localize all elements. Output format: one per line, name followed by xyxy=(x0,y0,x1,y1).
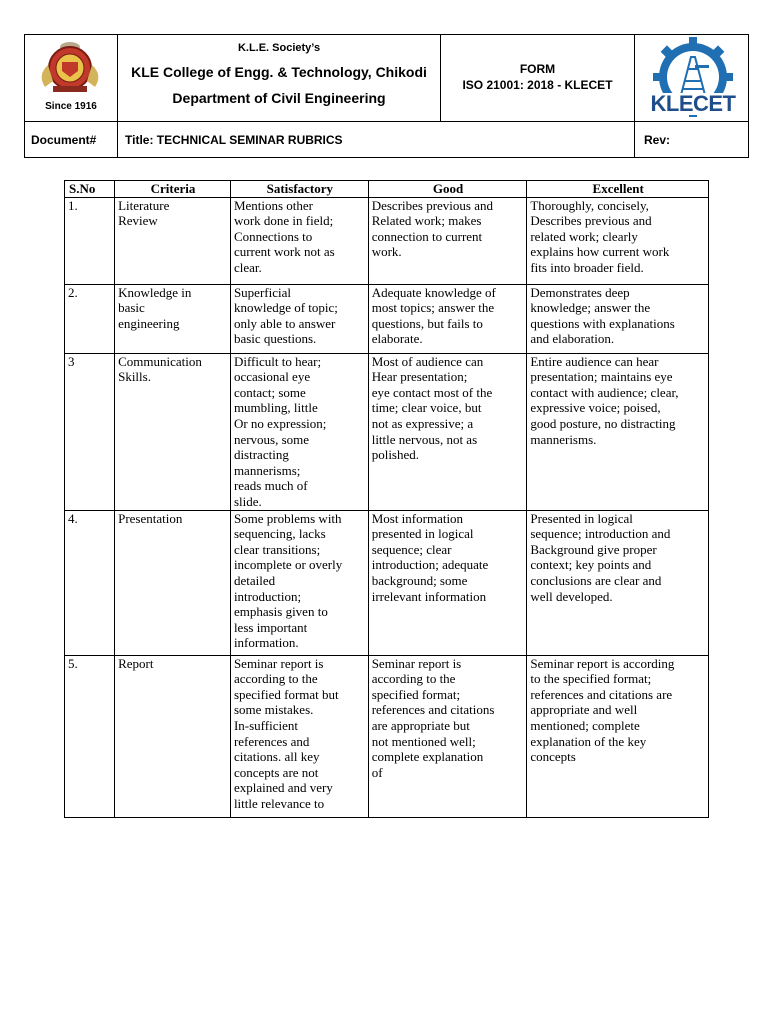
satisfactory-line: references and xyxy=(233,733,310,749)
excellent-line: sequence; introduction and xyxy=(530,526,671,542)
satisfactory-line: In-sufficient xyxy=(233,717,298,733)
cell-satisfactory xyxy=(230,655,368,817)
satisfactory-line: concepts are not xyxy=(233,764,319,780)
column-header-good: Good xyxy=(368,181,527,198)
satisfactory-line: Mentions other xyxy=(233,197,314,213)
excellent-line: to the specified format; xyxy=(530,671,652,687)
cell-excellent xyxy=(527,197,709,284)
klecet-logo xyxy=(635,35,750,121)
excellent-line: questions with explanations xyxy=(530,315,675,331)
good-line: of xyxy=(371,764,383,780)
excellent-line: knowledge; answer the xyxy=(530,300,651,316)
column-header-sno: S.No xyxy=(65,181,115,198)
satisfactory-line: explained and very xyxy=(233,780,333,796)
good-line: sequence; clear xyxy=(371,541,452,557)
since-label: Since 1916 xyxy=(45,101,97,112)
column-header-satisfactory: Satisfactory xyxy=(230,181,368,198)
college-name: KLE College of Engg. & Technology, Chikodi xyxy=(131,64,427,80)
good-line: introduction; adequate xyxy=(371,557,489,573)
cell-sno: 3 xyxy=(65,353,115,510)
cell-criteria xyxy=(115,510,231,655)
excellent-line: context; key points and xyxy=(530,557,652,573)
excellent-line: concepts xyxy=(530,749,576,765)
cell-sno: 4. xyxy=(65,510,115,655)
satisfactory-line: slide. xyxy=(233,493,262,509)
satisfactory-line: mumbling, little xyxy=(233,400,318,416)
good-line: Describes previous and xyxy=(371,197,494,213)
excellent-line: Demonstrates deep xyxy=(530,284,630,300)
cell-sno: 1. xyxy=(65,197,115,284)
seminar-rubrics-table xyxy=(64,180,709,818)
good-line: Related work; makes xyxy=(371,213,482,229)
criteria-line: Skills. xyxy=(118,369,151,385)
cell-good xyxy=(368,510,527,655)
table-row xyxy=(65,655,709,817)
satisfactory-line: work done in field; xyxy=(233,213,334,229)
cell-criteria xyxy=(115,197,231,284)
satisfactory-line: Seminar report is xyxy=(233,655,324,671)
excellent-line: explains how current work xyxy=(530,244,670,260)
college-info xyxy=(118,35,440,121)
excellent-line: good posture, no distracting xyxy=(530,415,676,431)
table-body xyxy=(65,197,709,817)
good-line: specified format; xyxy=(371,686,461,702)
excellent-line: and elaboration. xyxy=(530,331,615,347)
form-info xyxy=(441,35,634,121)
satisfactory-line: distracting xyxy=(233,447,289,463)
criteria-line: Communication xyxy=(118,353,202,369)
department-name: Department of Civil Engineering xyxy=(172,90,386,106)
satisfactory-line: little relevance to xyxy=(233,795,325,811)
excellent-line: well developed. xyxy=(530,588,613,604)
form-label: FORM xyxy=(519,62,556,76)
excellent-line: mannerisms. xyxy=(530,431,597,447)
good-line: not mentioned well; xyxy=(371,733,476,749)
cell-sno: 2. xyxy=(65,284,115,353)
satisfactory-line: information. xyxy=(233,635,299,651)
satisfactory-line: specified format but xyxy=(233,686,339,702)
criteria-line: basic xyxy=(118,300,145,316)
good-line: eye contact most of the xyxy=(371,384,493,400)
table-row xyxy=(65,197,709,284)
good-line: references and citations xyxy=(371,702,495,718)
svg-text:KLECET: KLECET xyxy=(650,91,736,116)
criteria-line: Report xyxy=(118,655,154,671)
satisfactory-line: emphasis given to xyxy=(233,604,328,620)
table-row xyxy=(65,353,709,510)
excellent-line: references and citations are xyxy=(530,686,673,702)
satisfactory-line: mannerisms; xyxy=(233,462,301,478)
satisfactory-line: basic questions. xyxy=(233,331,317,347)
good-line: are appropriate but xyxy=(371,717,470,733)
good-line: according to the xyxy=(371,671,456,687)
column-header-excellent: Excellent xyxy=(527,181,709,198)
satisfactory-line: knowledge of topic; xyxy=(233,300,338,316)
excellent-line: expressive voice; poised, xyxy=(530,400,661,416)
cell-excellent xyxy=(527,510,709,655)
satisfactory-line: Difficult to hear; xyxy=(233,353,322,369)
satisfactory-line: according to the xyxy=(233,671,318,687)
cell-satisfactory xyxy=(230,197,368,284)
document-number-label: Document# xyxy=(31,133,97,147)
excellent-line: Describes previous and xyxy=(530,213,652,229)
satisfactory-line: current work not as xyxy=(233,244,335,260)
column-header-criteria: Criteria xyxy=(115,181,231,198)
criteria-line: engineering xyxy=(118,315,180,331)
excellent-line: Entire audience can hear xyxy=(530,353,659,369)
satisfactory-line: some mistakes. xyxy=(233,702,314,718)
table-row xyxy=(65,284,709,353)
good-line: polished. xyxy=(371,447,420,463)
cell-satisfactory xyxy=(230,353,368,510)
cell-criteria xyxy=(115,284,231,353)
excellent-line: related work; clearly xyxy=(530,228,638,244)
good-line: background; some xyxy=(371,572,468,588)
excellent-line: presentation; maintains eye xyxy=(530,369,673,385)
excellent-line: mentioned; complete xyxy=(530,717,640,733)
satisfactory-line: Connections to xyxy=(233,228,313,244)
satisfactory-line: citations. all key xyxy=(233,749,320,765)
satisfactory-line: reads much of xyxy=(233,478,308,494)
excellent-line: explanation of the key xyxy=(530,733,647,749)
table-row xyxy=(65,510,709,655)
cell-criteria xyxy=(115,655,231,817)
cell-satisfactory xyxy=(230,510,368,655)
excellent-line: Presented in logical xyxy=(530,510,633,526)
cell-good xyxy=(368,353,527,510)
iso-standard: ISO 21001: 2018 - KLECET xyxy=(462,78,613,92)
cell-criteria xyxy=(115,353,231,510)
excellent-line: conclusions are clear and xyxy=(530,572,662,588)
excellent-line: appropriate and well xyxy=(530,702,638,718)
satisfactory-line: incomplete or overly xyxy=(233,557,343,573)
society-name: K.L.E. Society’s xyxy=(237,42,321,54)
document-header xyxy=(24,34,749,158)
satisfactory-line: Or no expression; xyxy=(233,415,327,431)
satisfactory-line: clear. xyxy=(233,259,262,275)
table-header-row xyxy=(65,181,709,198)
cell-excellent xyxy=(527,353,709,510)
good-line: Seminar report is xyxy=(371,655,462,671)
document-title: Title: TECHNICAL SEMINAR RUBRICS xyxy=(125,133,343,147)
cell-good xyxy=(368,655,527,817)
criteria-line: Presentation xyxy=(118,510,183,526)
good-line: Most information xyxy=(371,510,464,526)
satisfactory-line: clear transitions; xyxy=(233,541,321,557)
satisfactory-line: less important xyxy=(233,619,308,635)
excellent-line: Seminar report is according xyxy=(530,655,675,671)
good-line: irrelevant information xyxy=(371,588,487,604)
good-line: complete explanation xyxy=(371,749,484,765)
good-line: not as expressive; a xyxy=(371,415,474,431)
criteria-line: Literature xyxy=(118,197,170,213)
satisfactory-line: only able to answer xyxy=(233,315,336,331)
criteria-line: Review xyxy=(118,213,158,229)
criteria-line: Knowledge in xyxy=(118,284,192,300)
cell-good xyxy=(368,197,527,284)
satisfactory-line: Some problems with xyxy=(233,510,342,526)
excellent-line: Thoroughly, concisely, xyxy=(530,197,649,213)
good-line: connection to current xyxy=(371,228,483,244)
good-line: elaborate. xyxy=(371,331,423,347)
good-line: Most of audience can xyxy=(371,353,484,369)
cell-sno: 5. xyxy=(65,655,115,817)
satisfactory-line: occasional eye xyxy=(233,369,311,385)
satisfactory-line: detailed xyxy=(233,572,276,588)
cell-excellent xyxy=(527,284,709,353)
good-line: Hear presentation; xyxy=(371,369,468,385)
satisfactory-line: nervous, some xyxy=(233,431,310,447)
good-line: time; clear voice, but xyxy=(371,400,482,416)
good-line: Adequate knowledge of xyxy=(371,284,496,300)
satisfactory-line: sequencing, lacks xyxy=(233,526,326,542)
excellent-line: contact with audience; clear, xyxy=(530,384,679,400)
excellent-line: Background give proper xyxy=(530,541,657,557)
cell-satisfactory xyxy=(230,284,368,353)
excellent-line: fits into broader field. xyxy=(530,259,644,275)
satisfactory-line: introduction; xyxy=(233,588,302,604)
satisfactory-line: Superficial xyxy=(233,284,291,300)
revision-label: Rev: xyxy=(644,133,671,147)
good-line: presented in logical xyxy=(371,526,474,542)
good-line: most topics; answer the xyxy=(371,300,495,316)
good-line: work. xyxy=(371,244,402,260)
cell-excellent xyxy=(527,655,709,817)
good-line: questions, but fails to xyxy=(371,315,483,331)
satisfactory-line: contact; some xyxy=(233,384,306,400)
good-line: little nervous, not as xyxy=(371,431,478,447)
cell-good xyxy=(368,284,527,353)
